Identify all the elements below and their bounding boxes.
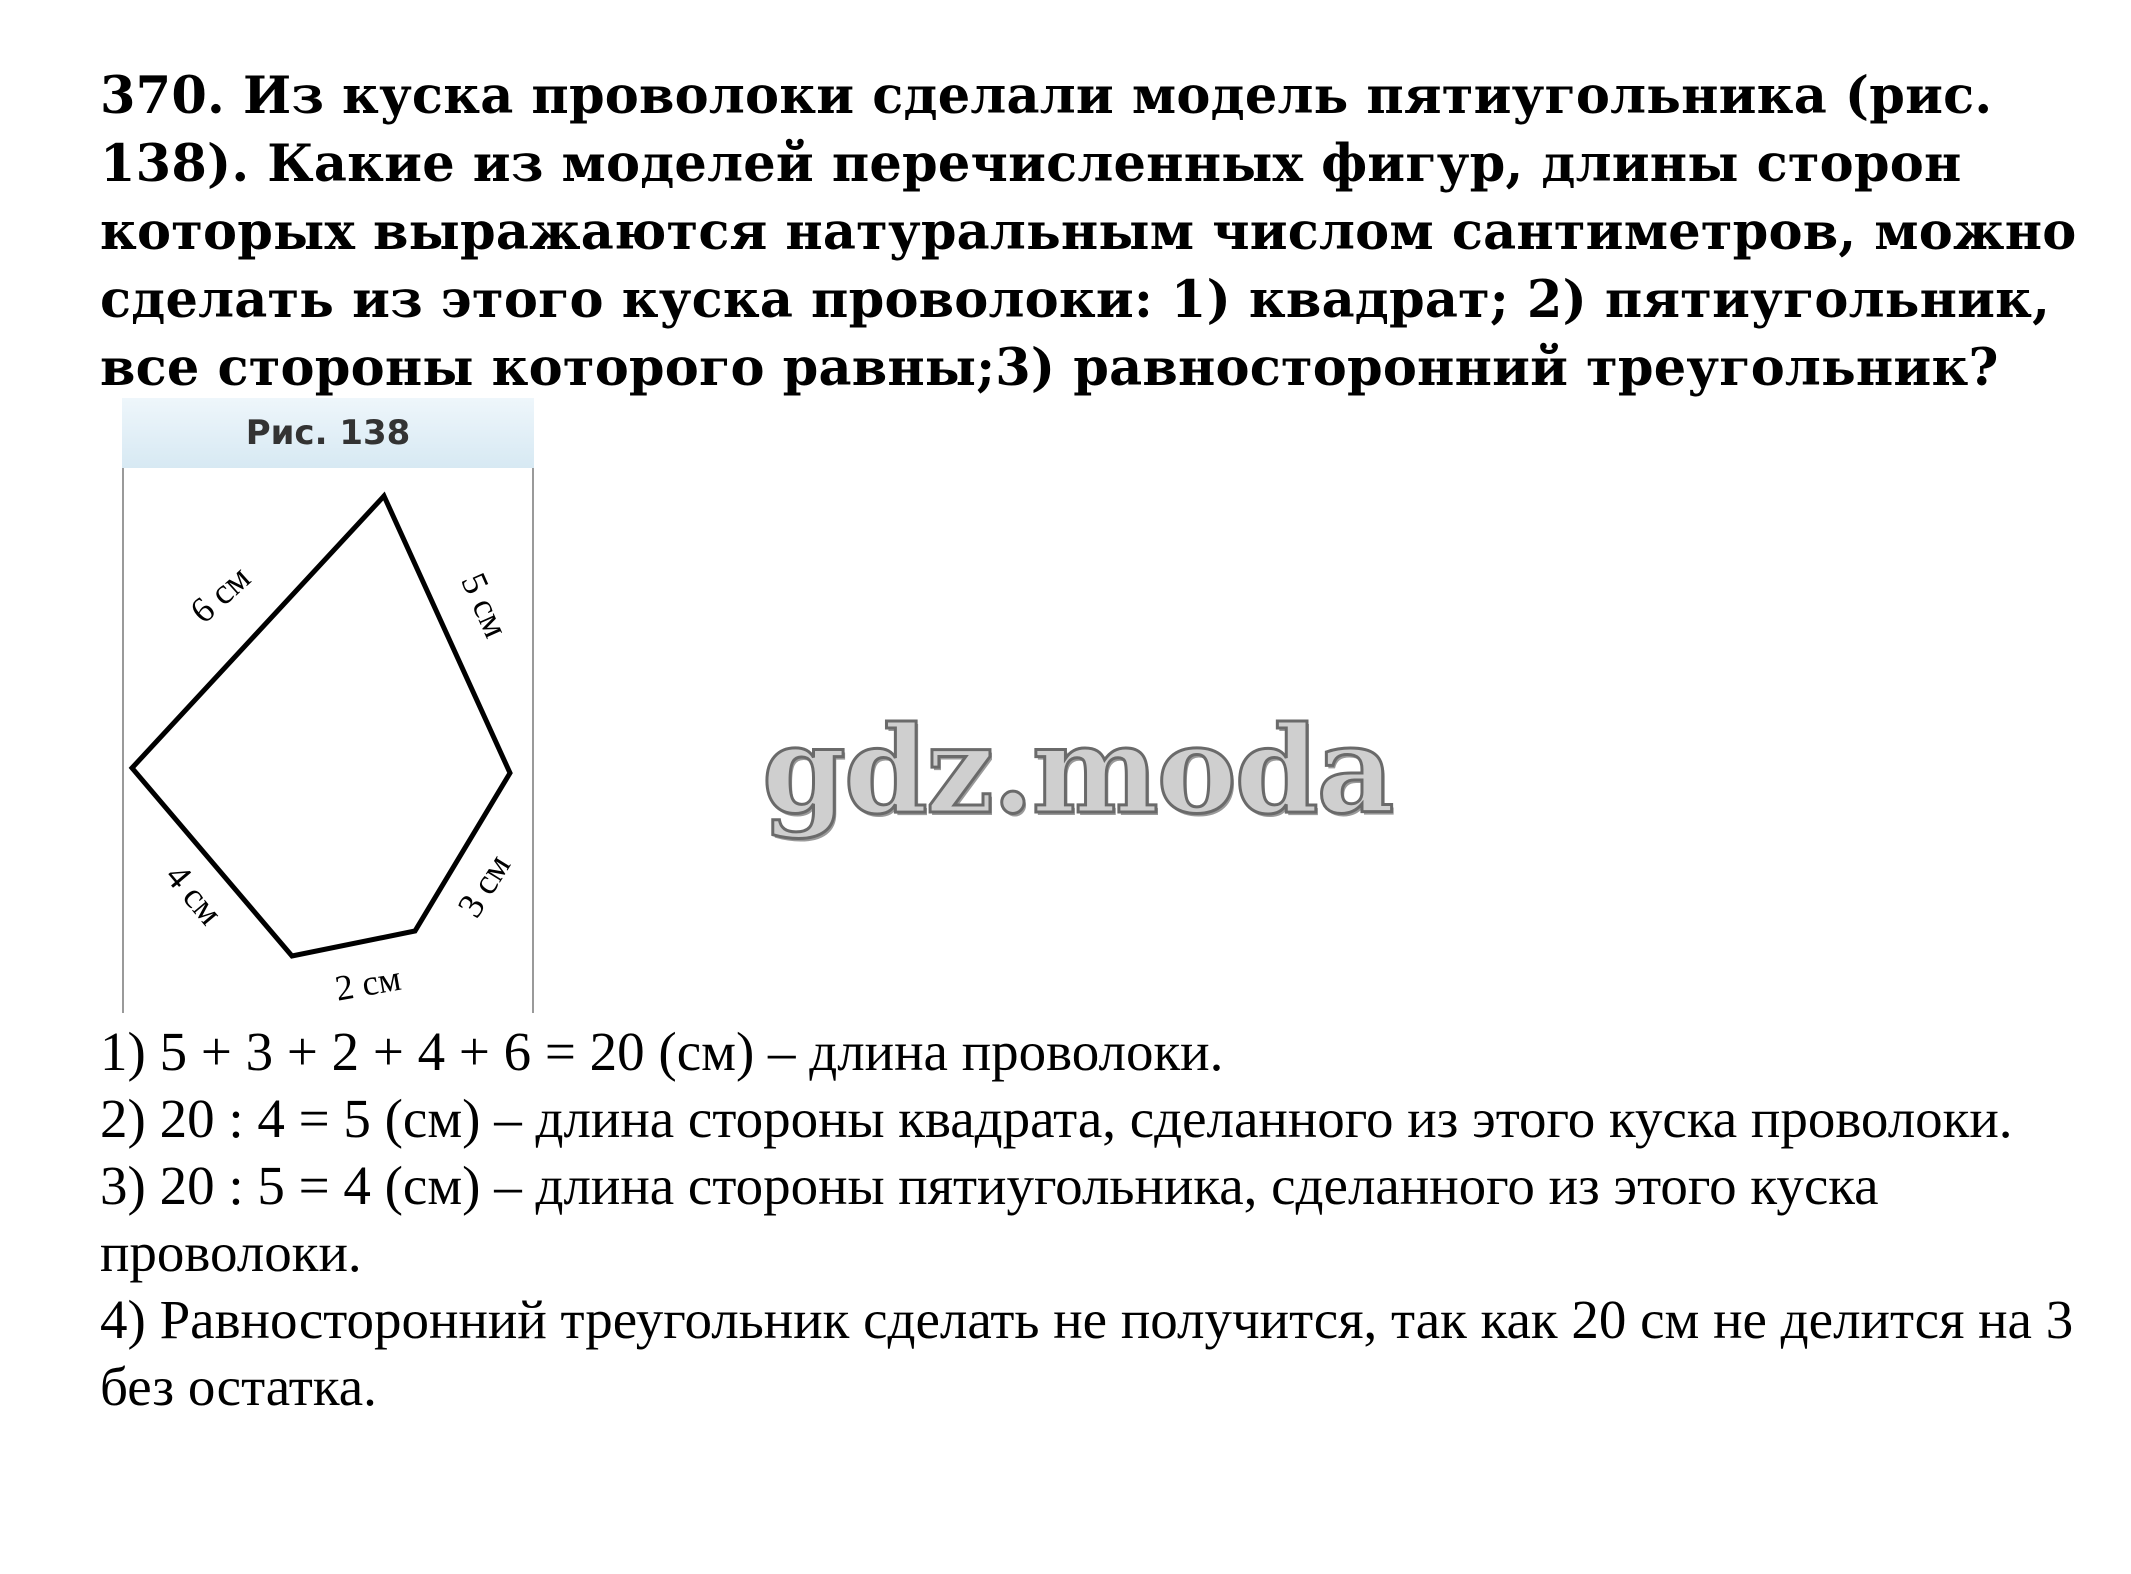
watermark-logo: gdz.moda <box>762 700 1393 841</box>
solution-step-4: 4) Равносторонний треугольник сделать не получится, так как 20 см не делится на 3 без остатка. <box>100 1289 2074 1417</box>
figure-138 <box>122 398 534 1013</box>
solution-step-1: 1) 5 + 3 + 2 + 4 + 6 = 20 (см) – длина проволоки. <box>100 1021 1224 1082</box>
pentagon-drawing <box>122 398 534 1013</box>
solution <box>100 1018 2090 1420</box>
problem-statement: 370. Из куска проволоки сделали модель пятиугольника (рис. 138). Какие из моделей перечисленных фигур, длины сторон которых выражаются натуральным числом сантиметров, можно сделать из этого куска проволоки: 1) квадрат; 2) пятиугольник, все стороны которого равны;3) равносторонний треугольник? <box>100 66 2077 398</box>
side-label-4cm: 4 см <box>157 856 231 933</box>
side-label-3cm: 3 см <box>449 847 519 925</box>
side-label-6cm: 6 см <box>182 557 258 631</box>
side-label-2cm: 2 см <box>332 957 404 1009</box>
figure-caption: Рис. 138 <box>122 398 534 468</box>
solution-step-3: 3) 20 : 5 = 4 (см) – длина стороны пятиугольника, сделанного из этого куска проволоки. <box>100 1155 1879 1283</box>
side-label-5cm: 5 см <box>453 566 517 644</box>
solution-step-2: 2) 20 : 4 = 5 (см) – длина стороны квадрата, сделанного из этого куска проволоки. <box>100 1088 2013 1149</box>
